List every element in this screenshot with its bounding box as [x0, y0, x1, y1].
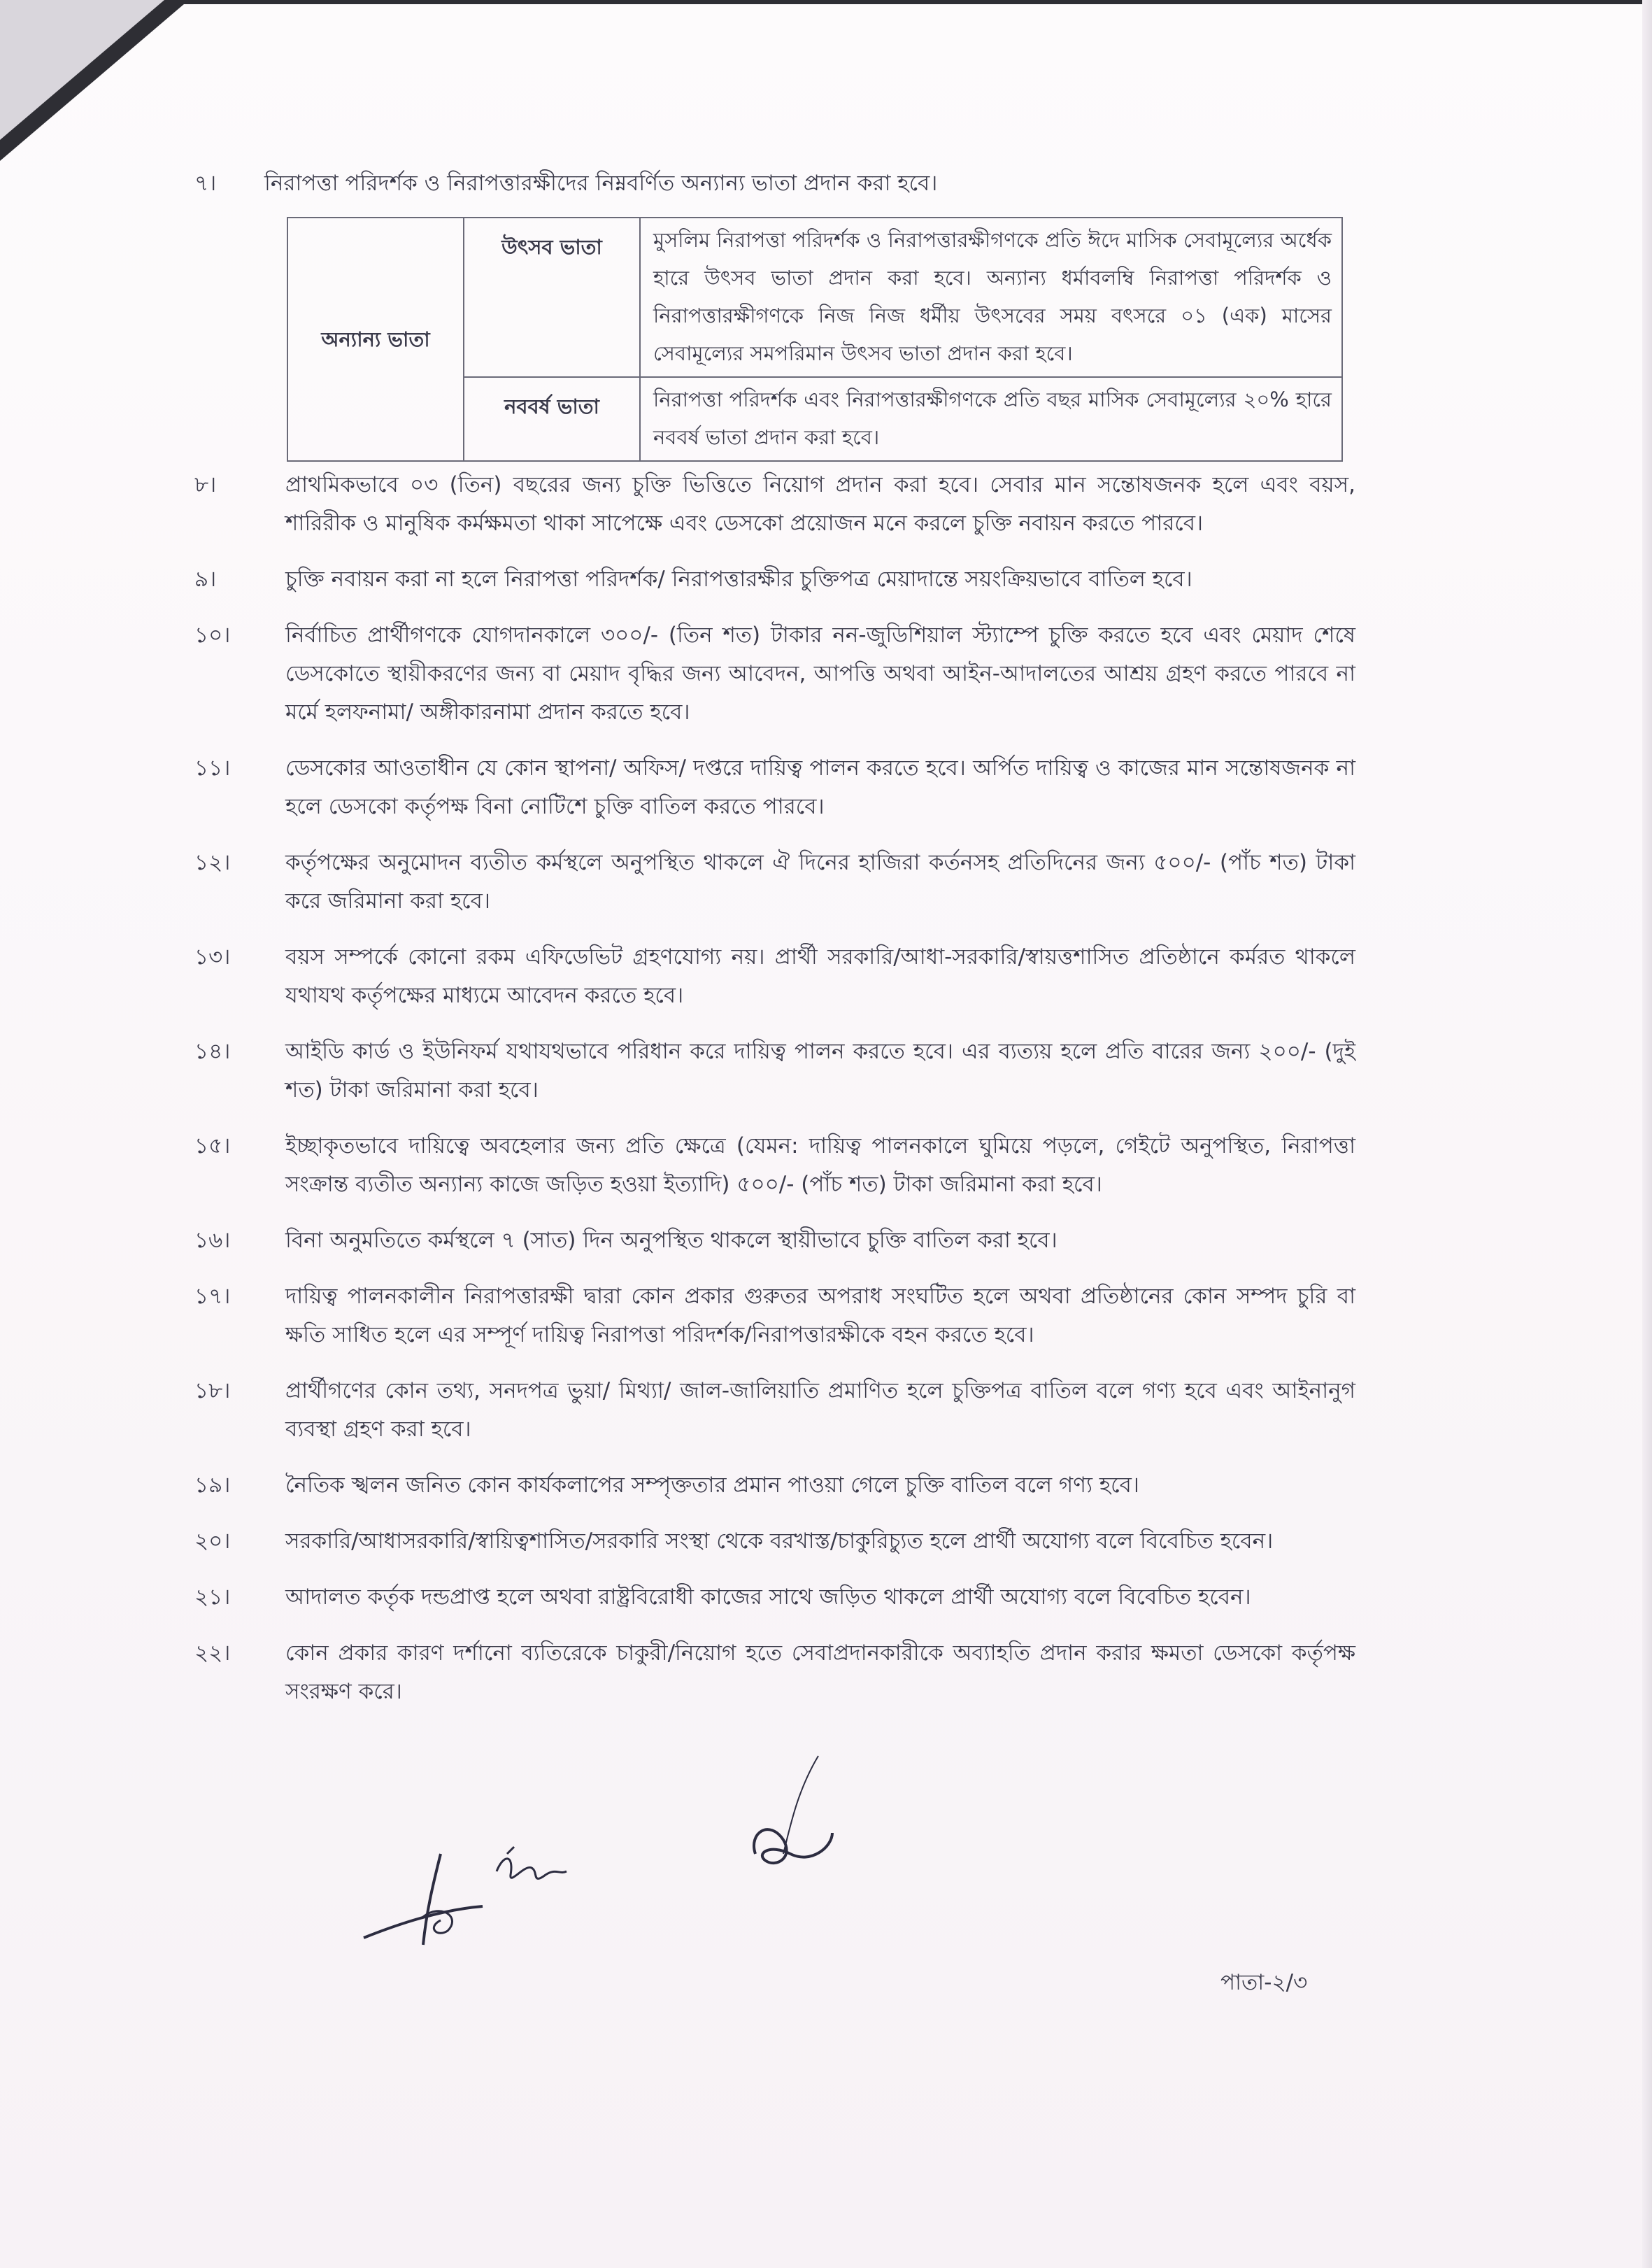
clause-item — [194, 749, 1355, 826]
allowance-name: নববর্ষ ভাতা — [464, 377, 640, 461]
signature-2 — [490, 1843, 574, 1899]
scan-top-edge — [175, 0, 1652, 4]
clause-item — [194, 1277, 1355, 1354]
clause-text: বিনা অনুমতিতে কর্মস্থলে ৭ (সাত) দিন অনুপস্থিত থাকলে স্থায়ীভাবে চুক্তি বাতিল করা হবে। — [285, 1228, 1058, 1253]
clause-item — [194, 844, 1355, 921]
clause-text: প্রাথমিকভাবে ০৩ (তিন) বছরের জন্য চুক্তি ভিত্তিতে নিয়োগ প্রদান করা হবে। সেবার মান সন্তোষজনক হলে এবং বয়স, শারিরীক ও মানুষিক কর্মক্ষমতা থাকা সাপেক্ষে এবং ডেসকো প্রয়োজন মনে করলে চুক্তি নবায়ন করতে পারবে। — [285, 472, 1355, 536]
scan-right-edge — [1642, 0, 1652, 2268]
clause-text: আদালত কর্তৃক দন্ডপ্রাপ্ত হলে অথবা রাষ্ট্রবিরোধী কাজের সাথে জড়িত থাকলে প্রার্থী অযোগ্য বলে বিবেচিত হবেন। — [285, 1585, 1251, 1610]
clause-text: প্রার্থীগণের কোন তথ্য, সনদপত্র ভুয়া/ মিথ্যা/ জাল-জালিয়াতি প্রমাণিত হলে চুক্তিপত্র বাতিল বলে গণ্য হবে এবং আইনানুগ ব্যবস্থা গ্রহণ করা হবে। — [285, 1378, 1355, 1442]
clause-number: ১৪। — [194, 1039, 231, 1064]
clause-text: কর্তৃপক্ষের অনুমোদন ব্যতীত কর্মস্থলে অনুপস্থিত থাকলে ঐ দিনের হাজিরা কর্তনসহ প্রতিদিনের জন্য ৫০০/- (পাঁচ শত) টাকা করে জরিমানা করা হবে। — [285, 850, 1355, 914]
clause-number: ১৮। — [194, 1378, 231, 1403]
clause-number: ২০। — [194, 1529, 231, 1554]
signature-3 — [741, 1749, 881, 1889]
clause-item — [194, 1634, 1355, 1711]
clause-item — [194, 938, 1355, 1015]
allowance-name: উৎসব ভাতা — [464, 218, 640, 377]
clause-text: ডেসকোর আওতাধীন যে কোন স্থাপনা/ অফিস/ দপ্তরে দায়িত্ব পালন করতে হবে। অর্পিত দায়িত্ব ও কাজের মান সন্তোষজনক না হলে ডেসকো কর্তৃপক্ষ বিনা নোটিশে চুক্তি বাতিল করতে পারবে। — [285, 756, 1355, 819]
clause-item — [194, 1578, 1355, 1617]
clause-text: সরকারি/আধাসরকারি/স্বায়িত্বশাসিত/সরকারি সংস্থা থেকে বরখাস্ত/চাকুরিচ্যুত হলে প্রার্থী অযোগ্য বলে বিবেচিত হবেন। — [285, 1529, 1274, 1554]
clause-text: চুক্তি নবায়ন করা না হলে নিরাপত্তা পরিদর্শক/ নিরাপত্তারক্ষীর চুক্তিপত্র মেয়াদান্তে সয়ংক্রিয়ভাবে বাতিল হবে। — [285, 567, 1192, 592]
clause-text: নির্বাচিত প্রার্থীগণকে যোগদানকালে ৩০০/- (তিন শত) টাকার নন-জুডিশিয়াল স্ট্যাম্পে চুক্তি করতে হবে এবং মেয়াদ শেষে ডেসকোতে স্থায়ীকরণের জন্য বা মেয়াদ বৃদ্ধির জন্য আবেদন, আপত্তি অথবা আইন-আদালতের আশ্রয় গ্রহণ করতে পারবে না মর্মে হলফনামা/ অঙ্গীকারনামা প্রদান করতে হবে। — [285, 623, 1355, 725]
clause-number: ১৭। — [194, 1284, 231, 1309]
clause-item — [194, 560, 1355, 599]
clause-item — [194, 1466, 1355, 1505]
clause-number: ১৫। — [194, 1133, 231, 1158]
clause-text: নৈতিক স্খলন জনিত কোন কার্যকলাপের সম্পৃক্ততার প্রমান পাওয়া গেলে চুক্তি বাতিল বলে গণ্য হবে। — [285, 1473, 1139, 1498]
clause-item — [194, 1522, 1355, 1561]
allowance-table — [287, 217, 1343, 462]
clause-text: ইচ্ছাকৃতভাবে দায়িত্বে অবহেলার জন্য প্রতি ক্ষেত্রে (যেমন: দায়িত্ব পালনকালে ঘুমিয়ে পড়লে, গেইটে অনুপস্থিত, নিরাপত্তা সংক্রান্ত ব্যতীত অন্যান্য কাজে জড়িত হওয়া ইত্যাদি) ৫০০/- (পাঁচ শত) টাকা জরিমানা করা হবে। — [285, 1133, 1355, 1197]
clause-text: আইডি কার্ড ও ইউনিফর্ম যথাযথভাবে পরিধান করে দায়িত্ব পালন করতে হবে। এর ব্যত্যয় হলে প্রতি বারের জন্য ২০০/- (দুই শত) টাকা জরিমানা করা হবে। — [285, 1039, 1355, 1103]
clause-number: ২২। — [194, 1640, 231, 1666]
clause-list — [194, 466, 1355, 1729]
page-number: পাতা-২/৩ — [1220, 1970, 1308, 1995]
clause-item — [194, 616, 1355, 732]
clause-number: ৭। — [194, 171, 217, 196]
clause-number: ২১। — [194, 1585, 231, 1610]
clause-text: দায়িত্ব পালনকালীন নিরাপত্তারক্ষী দ্বারা কোন প্রকার গুরুতর অপরাধ সংঘটিত হলে অথবা প্রতিষ্ঠানের কোন সম্পদ চুরি বা ক্ষতি সাধিত হলে এর সম্পূর্ণ দায়িত্ব নিরাপত্তা পরিদর্শক/নিরাপত্তারক্ষীকে বহন করতে হবে। — [285, 1284, 1355, 1347]
clause-number: ৮। — [194, 472, 217, 497]
clause-number: ১৩। — [194, 944, 231, 970]
allowance-description: মুসলিম নিরাপত্তা পরিদর্শক ও নিরাপত্তারক্ষীগণকে প্রতি ঈদে মাসিক সেবামূল্যের অর্ধেক হারে উৎসব ভাতা প্রদান করা হবে। অন্যান্য ধর্মাবলম্বি নিরাপত্তা পরিদর্শক ও নিরাপত্তারক্ষীগণকে নিজ নিজ ধর্মীয় উৎসবের সময় বৎসরে ০১ (এক) মাসের সেবামূল্যের সমপরিমান উৎসব ভাতা প্রদান করা হবে। — [640, 218, 1342, 377]
signature-1 — [357, 1840, 497, 1952]
allowance-description: নিরাপত্তা পরিদর্শক এবং নিরাপত্তারক্ষীগণকে প্রতি বছর মাসিক সেবামূল্যের ২০% হারে নববর্ষ ভাতা প্রদান করা হবে। — [640, 377, 1342, 461]
clause-text: নিরাপত্তা পরিদর্শক ও নিরাপত্তারক্ষীদের নিম্নবর্ণিত অন্যান্য ভাতা প্রদান করা হবে। — [264, 171, 938, 196]
clause-item — [194, 466, 1355, 543]
clause-number: ১৯। — [194, 1473, 231, 1498]
clause-item — [194, 1372, 1355, 1449]
clause-text: বয়স সম্পর্কে কোনো রকম এফিডেভিট গ্রহণযোগ্য নয়। প্রার্থী সরকারি/আধা-সরকারি/স্বায়ত্তশাসিত প্রতিষ্ঠানে কর্মরত থাকলে যথাযথ কর্তৃপক্ষের মাধ্যমে আবেদন করতে হবে। — [285, 944, 1355, 1008]
clause-item — [194, 1221, 1355, 1260]
clause-number: ১০। — [194, 623, 231, 648]
clause-item — [194, 1033, 1355, 1110]
folded-corner-inner — [0, 0, 164, 140]
clause-text: কোন প্রকার কারণ দর্শানো ব্যতিরেকে চাকুরী/নিয়োগ হতে সেবাপ্রদানকারীকে অব্যাহতি প্রদান করার ক্ষমতা ডেসকো কর্তৃপক্ষ সংরক্ষণ করে। — [285, 1640, 1355, 1704]
clause-number: ১৬। — [194, 1228, 231, 1253]
clause-item — [194, 1127, 1355, 1204]
clause-number: ৯। — [194, 567, 217, 592]
clause-number: ১২। — [194, 850, 231, 875]
table-row — [287, 218, 1342, 377]
clause-number: ১১। — [194, 756, 231, 781]
allowance-category: অন্যান্য ভাতা — [287, 218, 464, 461]
